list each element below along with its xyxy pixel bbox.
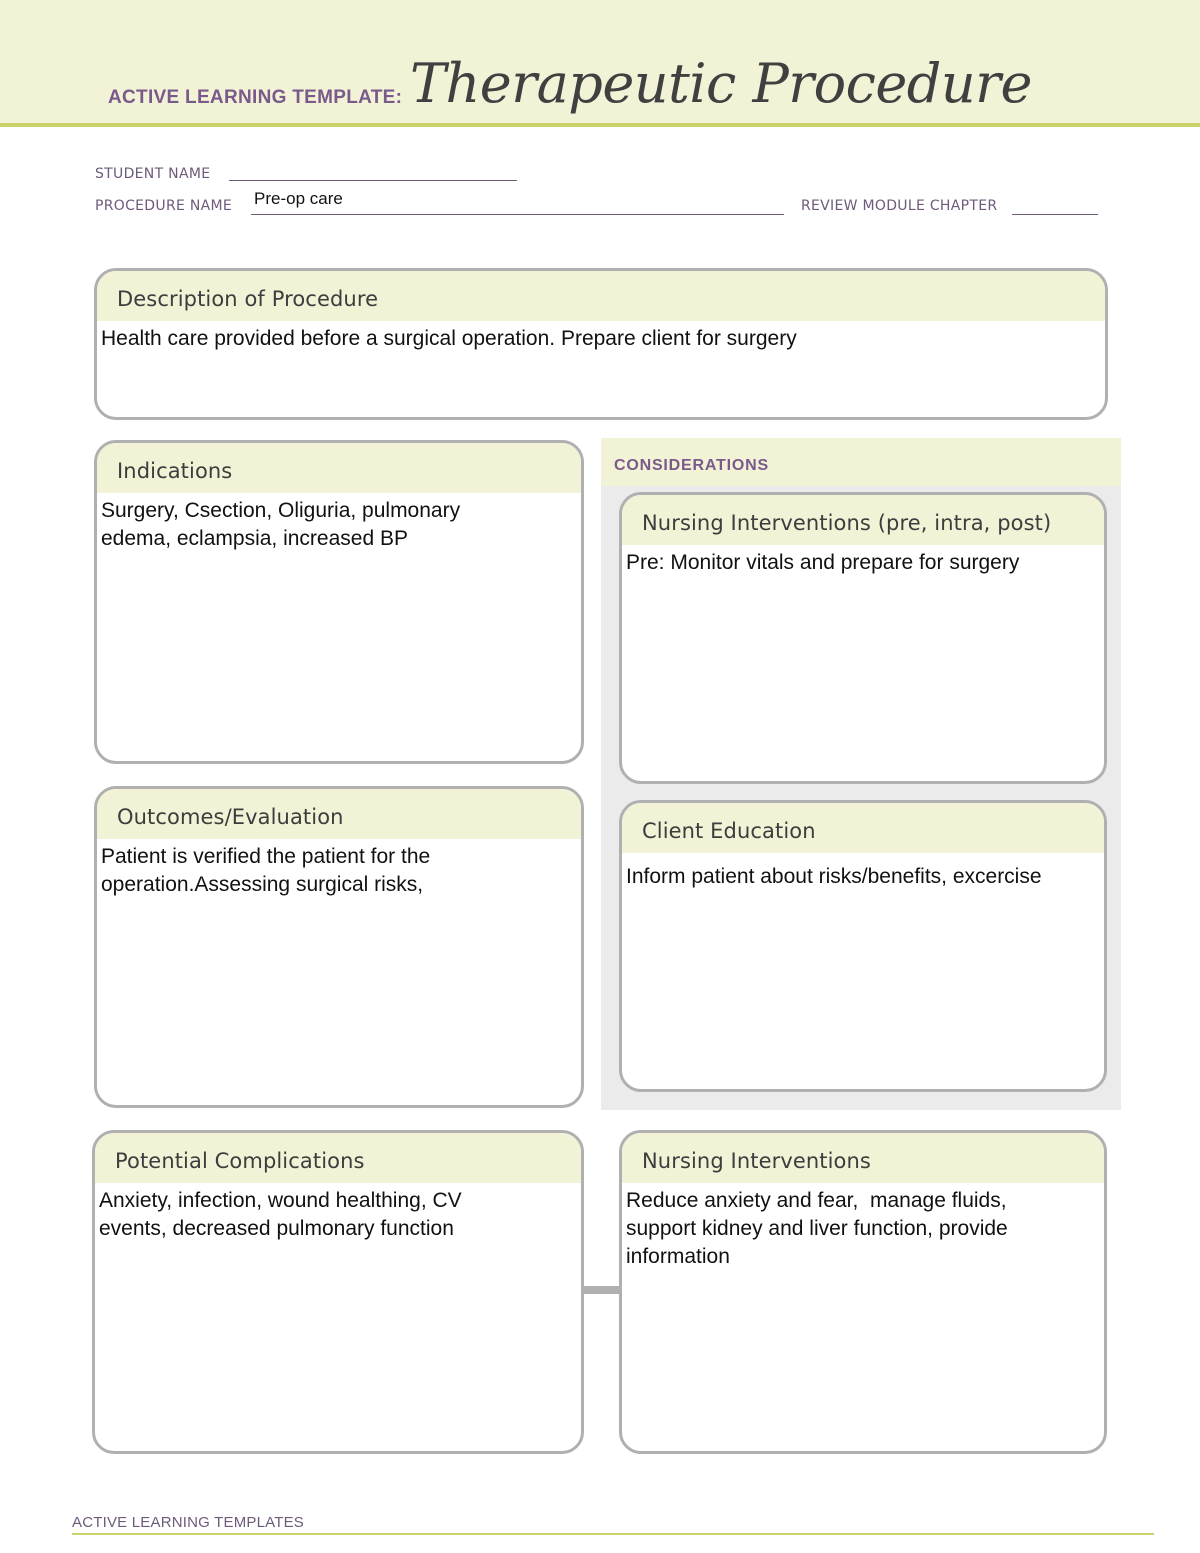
indications-heading: Indications xyxy=(97,443,581,493)
periop-interventions-text[interactable]: Pre: Monitor vitals and prepare for surgery xyxy=(626,551,1020,574)
procedure-name-field[interactable] xyxy=(251,214,784,215)
description-heading: Description of Procedure xyxy=(97,271,1105,321)
footer-rule xyxy=(72,1533,1154,1535)
indications-box xyxy=(94,440,584,764)
page-title: Therapeutic Procedure xyxy=(410,52,1032,115)
box-connector xyxy=(582,1286,622,1294)
description-box xyxy=(94,268,1108,420)
procedure-name-value: Pre-op care xyxy=(254,189,343,208)
nursing-interventions-heading: Nursing Interventions xyxy=(622,1133,1104,1183)
template-brand: ACTIVE LEARNING TEMPLATE: xyxy=(108,87,403,108)
indications-text[interactable]: Surgery, Csection, Oliguria, pulmonary edema, eclampsia, increased BP xyxy=(101,499,461,550)
footer-text: ACTIVE LEARNING TEMPLATES xyxy=(72,1514,304,1531)
periop-interventions-box xyxy=(619,492,1107,784)
outcomes-box xyxy=(94,786,584,1108)
considerations-label: CONSIDERATIONS xyxy=(614,457,769,474)
header-rule xyxy=(0,123,1200,127)
outcomes-text[interactable]: Patient is verified the patient for the operation.Assessing surgical risks, xyxy=(101,845,431,896)
client-education-text[interactable]: Inform patient about risks/benefits, excercise xyxy=(626,865,1042,888)
review-module-label: REVIEW MODULE CHAPTER xyxy=(801,198,998,214)
complications-heading: Potential Complications xyxy=(95,1133,581,1183)
procedure-name-label: PROCEDURE NAME xyxy=(95,198,233,214)
complications-text[interactable]: Anxiety, infection, wound healthing, CV events, decreased pulmonary function xyxy=(99,1189,462,1240)
student-name-label: STUDENT NAME xyxy=(95,166,211,182)
nursing-interventions-text[interactable]: Reduce anxiety and fear, manage fluids, support kidney and liver function, provide information xyxy=(626,1189,1008,1268)
nursing-interventions-box xyxy=(619,1130,1107,1454)
student-name-field[interactable] xyxy=(229,180,517,181)
client-education-heading: Client Education xyxy=(622,803,1104,853)
client-education-box xyxy=(619,800,1107,1092)
periop-interventions-heading: Nursing Interventions (pre, intra, post) xyxy=(622,495,1104,545)
complications-box xyxy=(92,1130,584,1454)
outcomes-heading: Outcomes/Evaluation xyxy=(97,789,581,839)
description-text[interactable]: Health care provided before a surgical operation. Prepare client for surgery xyxy=(101,327,797,350)
review-module-field[interactable] xyxy=(1012,214,1098,215)
